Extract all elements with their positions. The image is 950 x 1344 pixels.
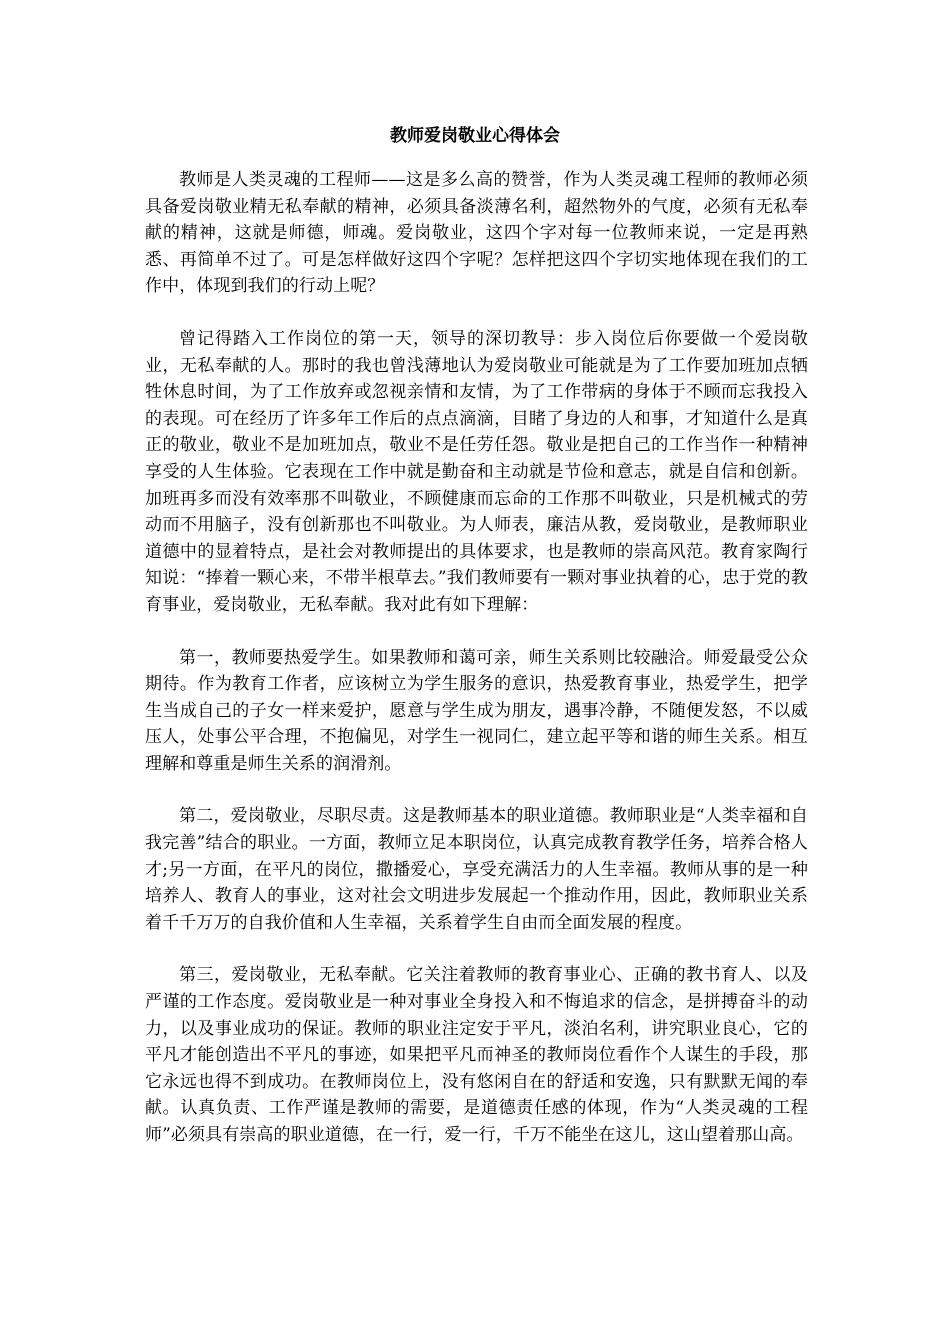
paragraph-first-day: 曾记得踏入工作岗位的第一天，领导的深切教导：步入岗位后你要做一个爱岗敬业，无私奉献的人。那时的我也曾浅薄地认为爱岗敬业可能就是为了工作要加班加点牺牲休息时间，为了工作放弃或忽视亲情和友情，为了工作带病的身体于不顾而忘我投入的表现。可在经历了许多年工作后的点点滴滴，目睹了身边的人和事，才知道什么是真正的敬业，敬业不是加班加点，敬业不是任劳任怨。敬业是把自己的工作当作一种精神享受的人生体验。它表现在工作中就是勤奋和主动就是节俭和意志，就是自信和创新。加班再多而没有效率那不叫敬业，不顾健康而忘命的工作那不叫敬业，只是机械式的劳动而不用脑子，没有创新那也不叫敬业。为人师表，廉洁从教，爱岗敬业，是教师职业道德中的显着特点，是社会对教师提出的具体要求，也是教师的崇高风范。教育家陶行知说：“捧着一颗心来，不带半根草去。”我们教师要有一颗对事业执着的心，忠于党的教育事业，爱岗敬业，无私奉献。我对此有如下理解： (145, 328, 808, 615)
paragraph-point-two: 第二，爱岗敬业，尽职尽责。这是教师基本的职业道德。教师职业是“人类幸福和自我完善”结合的职业。一方面，教师立足本职岗位，认真完成教育教学任务，培养合格人才;另一方面，在平凡的岗位，撒播爱心，享受充满活力的人生幸福。教师从事的是一种培养人、教育人的事业，这对社会文明进步发展起一个推动作用，因此，教师职业关系着千千万万的自我价值和人生幸福，关系着学生自由而全面发展的程度。 (145, 806, 808, 933)
document-title: 教师爱岗敬业心得体会 (390, 126, 560, 146)
paragraph-intro: 教师是人类灵魂的工程师——这是多么高的赞誉，作为人类灵魂工程师的教师必须具备爱岗敬业精无私奉献的精神，必须具备淡薄名利，超然物外的气度，必须有无私奉献的精神，这就是师德，师魂。爱岗敬业，这四个字对每一位教师来说，一定是再熟悉、再简单不过了。可是怎样做好这四个字呢？怎样把这四个字切实地体现在我们的工作中，体现到我们的行动上呢？ (145, 170, 808, 297)
document-body (145, 167, 808, 1175)
paragraph-point-three: 第三，爱岗敬业，无私奉献。它关注着教师的教育事业心、正确的教书育人、以及严谨的工作态度。爱岗敬业是一种对事业全身投入和不悔追求的信念，是拼搏奋斗的动力，以及事业成功的保证。教师的职业注定安于平凡，淡泊名利，讲究职业良心，它的平凡才能创造出不平凡的事迹，如果把平凡而神圣的教师岗位看作个人谋生的手段，那它永远也得不到成功。在教师岗位上，没有悠闲自在的舒适和安逸，只有默默无闻的奉献。认真负责、工作严谨是教师的需要，是道德责任感的体现，作为“人类灵魂的工程师”必须具有崇高的职业道德，在一行，爱一行，千万不能坐在这儿，这山望着那山高。 (145, 965, 808, 1145)
paragraph-point-one: 第一，教师要热爱学生。如果教师和蔼可亲，师生关系则比较融洽。师爱最受公众期待。作为教育工作者，应该树立为学生服务的意识，热爱教育事业，热爱学生，把学生当成自己的子女一样来爱护，愿意与学生成为朋友，遇事冷静，不随便发怒，不以威压人，处事公平合理，不抱偏见，对学生一视同仁，建立起平等和谐的师生关系。相互理解和尊重是师生关系的润滑剂。 (145, 647, 808, 774)
